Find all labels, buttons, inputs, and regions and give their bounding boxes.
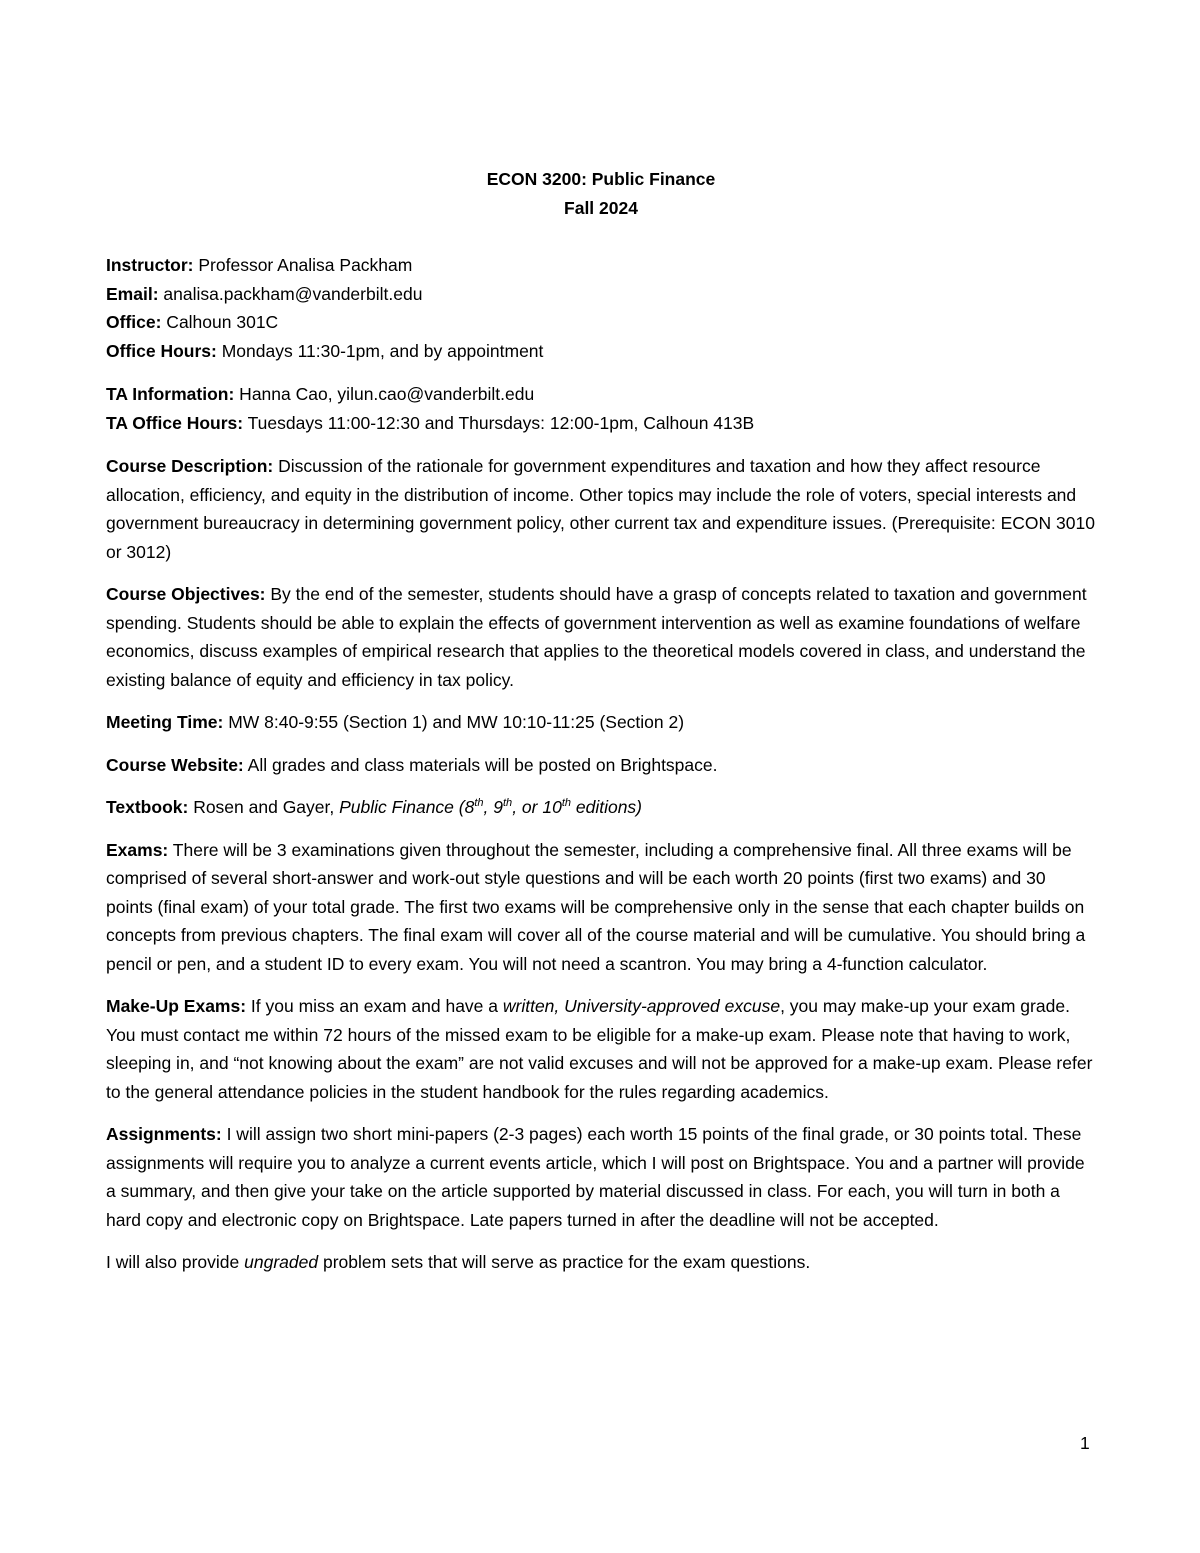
problem-sets: [106, 1248, 1096, 1277]
makeup-exams: [106, 992, 1096, 1106]
ta-info-value[interactable]: Hanna Cao, yilun.cao@vanderbilt.edu: [234, 384, 535, 404]
assignments-label: Assignments:: [106, 1124, 222, 1144]
exams-label: Exams:: [106, 839, 169, 860]
syllabus-page: [106, 165, 1096, 1277]
problem-sets-text-2: problem sets that will serve as practice for the exam questions.: [318, 1252, 811, 1272]
ta-hours-line: [106, 409, 1096, 438]
textbook-sup-10: th: [561, 797, 571, 810]
office-value: Calhoun 301C: [161, 312, 279, 332]
page-number: 1: [1080, 1433, 1090, 1453]
problem-sets-italic: ungraded: [244, 1252, 319, 1272]
textbook-editions-end: editions): [571, 797, 643, 817]
textbook-authors: Rosen and Gayer,: [188, 797, 340, 817]
course-objectives-label: Course Objectives:: [106, 584, 266, 604]
course-term: Fall 2024: [564, 198, 638, 218]
problem-sets-text-1: I will also provide: [106, 1252, 245, 1272]
makeup-exams-italic: written, University-approved excuse: [502, 996, 781, 1016]
office-hours-line: [106, 337, 1096, 366]
course-website: [106, 751, 1096, 780]
email-label: Email:: [106, 283, 159, 304]
ta-info-label: TA Information:: [106, 384, 235, 404]
exams: [106, 836, 1096, 979]
course-website-text: All grades and class materials will be posted on Brightspace.: [243, 754, 718, 775]
textbook-title-text: Public Finance (8: [339, 797, 475, 817]
course-title: ECON 3200: Public Finance: [486, 169, 716, 189]
textbook-title: [339, 797, 642, 817]
makeup-exams-label: Make-Up Exams:: [106, 996, 247, 1016]
assignments-text: I will assign two short mini-papers (2-3 pages) each worth 15 points of the final grade, or 30 points total. These assignments will require you to analyze a current events article, which I will post on Brightspace. You and a partner will provide a summary, and then give your take on the article supported by material discussed in class. For each, you will turn in both a hard copy and electronic copy on Brightspace. Late papers turned in after the deadline will not be accepted.: [106, 1124, 1085, 1230]
makeup-exams-text-1: If you miss an exam and have a: [246, 996, 503, 1016]
course-description-text: Discussion of the rationale for government expenditures and taxation and how they affect resource allocation, efficiency, and equity in the distribution of income. Other topics may include the role of voters, special interests and government bureaucracy in determining government policy, other current tax and expenditure issues. (Prerequisite: ECON 3010 or 3012): [106, 456, 1095, 562]
meeting-time-text: MW 8:40-9:55 (Section 1) and MW 10:10-11:25 (Section 2): [223, 712, 685, 732]
meeting-time-label: Meeting Time:: [106, 712, 224, 732]
assignments: [106, 1120, 1096, 1234]
instructor-value: Professor Analisa Packham: [193, 255, 413, 275]
makeup-exams-text-2: , you may make-up your exam grade. You must contact me within 72 hours of the missed exam to be eligible for a make-up exam. Please note that having to work, sleeping in, and “not knowing about the exam” are not valid excuses and will not be approved for a make-up exam. Please refer to the general attendance policies in the student handbook for the rules regarding academics.: [106, 996, 1093, 1102]
course-objectives-text: By the end of the semester, students should have a grasp of concepts related to taxation and government spending. Students should be able to explain the effects of government intervention as well as examine foundations of welfare economics, discuss examples of empirical research that applies to the theoretical models covered in class, and understand the existing balance of equity and efficiency in tax policy.: [106, 584, 1087, 690]
ta-hours-value: Tuesdays 11:00-12:30 and Thursdays: 12:00-1pm, Calhoun 413B: [243, 412, 755, 433]
ta-info-line: [106, 380, 1096, 409]
email-value[interactable]: analisa.packham@vanderbilt.edu: [158, 283, 423, 304]
textbook-edition-10: , or 10: [512, 797, 562, 817]
textbook: [106, 793, 1096, 822]
instructor-line: [106, 251, 1096, 280]
office-hours-value: Mondays 11:30-1pm, and by appointment: [216, 340, 544, 361]
course-website-label: Course Website:: [106, 754, 244, 775]
course-objectives: [106, 580, 1096, 694]
course-description-label: Course Description:: [106, 456, 274, 476]
office-label: Office:: [106, 312, 162, 332]
exams-text: There will be 3 examinations given throughout the semester, including a comprehensive final. All three exams will be comprised of several short-answer and work-out style questions and will be each worth 20 points (first two exams) and 30 points (final exam) of your total grade. The first two exams will be comprehensive only in the sense that each chapter builds on concepts from previous chapters. The final exam will cover all of the course material and will be cumulative. You should bring a pencil or pen, and a student ID to every exam. You will not need a scantron. You may bring a 4-function calculator.: [106, 839, 1086, 974]
course-description: [106, 452, 1096, 566]
textbook-sup-9: th: [503, 797, 513, 810]
textbook-edition-9: , 9: [483, 797, 503, 817]
office-hours-label: Office Hours:: [106, 340, 217, 361]
instructor-label: Instructor:: [106, 255, 194, 275]
ta-hours-label: TA Office Hours:: [106, 412, 244, 433]
meeting-time: [106, 708, 1096, 737]
email-line: [106, 280, 1096, 309]
office-line: [106, 308, 1096, 337]
textbook-label: Textbook:: [106, 797, 189, 817]
textbook-sup-8: th: [474, 797, 484, 810]
